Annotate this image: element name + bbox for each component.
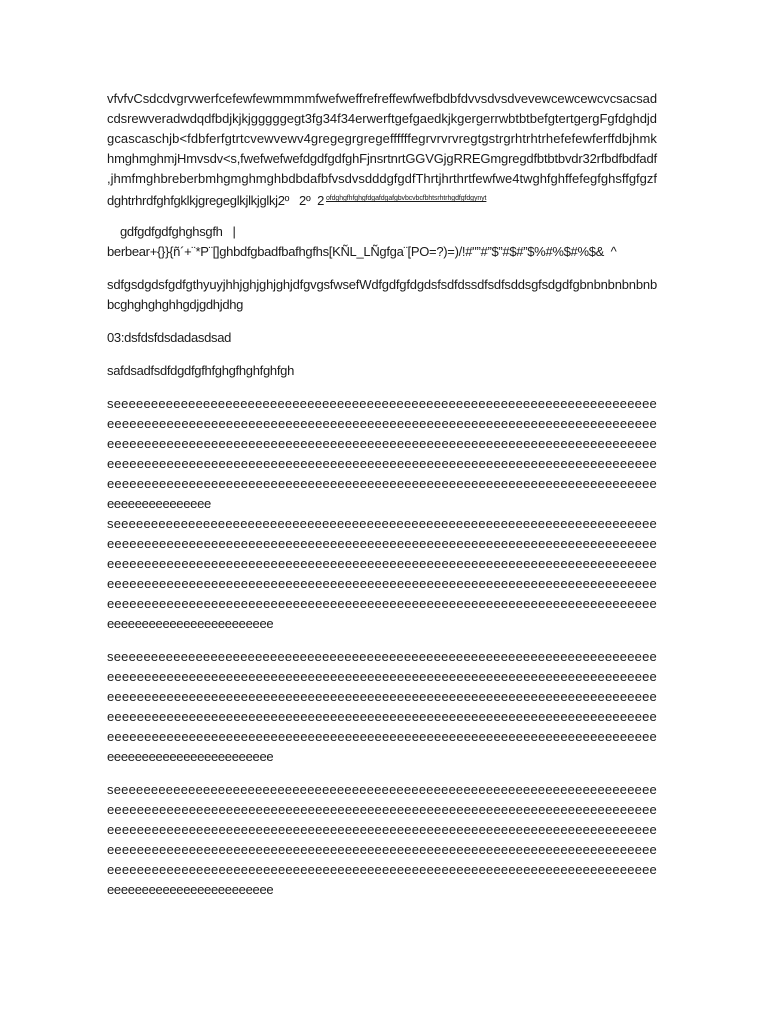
text-line: seeeeeeeeeeeeeeeeeeeeeeeeeeeeeeeeeeeeeeeeeeeeeeeeeeeeeeeeeeeeeeeeeeeeeeeee bbox=[107, 649, 657, 664]
text-line: eeeeeeeeeeeeeeeeeeeeeeeeeeeeeeeeeeeeeeeeeeeeeeeeeeeeeeeeeeeeeeeeeeeeeeeeee bbox=[107, 669, 657, 684]
text-line: eeeeeeeeeeeeeeeeeeeeeeeeeeeeeeeeeeeeeeeeeeeeeeeeeeeeeeeeeeeeeeeeeeeeeeeeee bbox=[107, 576, 657, 591]
text-line: safdsadfsdfdgdfgfhfghgfhghfghfgh bbox=[107, 363, 295, 378]
text-line: dghtrhrdfghfgklkjgregeglkjlkjglkj2º 2º 2 bbox=[107, 193, 324, 208]
text-line: eeeeeeeeeeeeeee bbox=[107, 496, 211, 511]
text-line: sdfgsdgdsfgdfgthyuyjhhjghjghjghjdfgvgsfwsefWdfgdfgfdgdsfsdfdssdfsdfsddsgfsdgdfgbnbnbnbnbnb bbox=[107, 277, 657, 292]
text-line: 03:dsfdsfdsdadasdsad bbox=[107, 330, 232, 345]
paragraph-3 bbox=[107, 275, 707, 315]
text-line: gcascaschjb<fdbferfgtrtcvewvewv4gregegrgregeffffffegrvrvrvregtgstrgrhtrhtrhefefewferffdbjhmk bbox=[107, 131, 657, 146]
paragraph-4 bbox=[107, 328, 707, 348]
text-line: eeeeeeeeeeeeeeeeeeeeeeeeeeeeeeeeeeeeeeeeeeeeeeeeeeeeeeeeeeeeeeeeeeeeeeeeee bbox=[107, 842, 657, 857]
text-line: eeeeeeeeeeeeeeeeeeeeeeeeeeeeeeeeeeeeeeeeeeeeeeeeeeeeeeeeeeeeeeeeeeeeeeeeee bbox=[107, 689, 657, 704]
text-line: hmghmghmjHmvsdv<s,fwefwefwefdgdfgdfghFjnsrtnrtGGVGjgRREGmgregdfbtbtbvdr32rfbdfbdfadf bbox=[107, 151, 657, 166]
text-line: eeeeeeeeeeeeeeeeeeeeeeeeeeeeeeeeeeeeeeeeeeeeeeeeeeeeeeeeeeeeeeeeeeeeeeeeee bbox=[107, 709, 657, 724]
text-line: seeeeeeeeeeeeeeeeeeeeeeeeeeeeeeeeeeeeeeeeeeeeeeeeeeeeeeeeeeeeeeeeeeeeeeeee bbox=[107, 396, 657, 411]
text-line: eeeeeeeeeeeeeeeeeeeeeeeeeeeeeeeeeeeeeeeeeeeeeeeeeeeeeeeeeeeeeeeeeeeeeeeeee bbox=[107, 802, 657, 817]
text-line: ,jhmfmghbreberbmhgmghmghbdbdafbfvsdvsdddgfgdfThrtjhrthrtfewfwe4twghfghffefegfghsffgfgzf bbox=[107, 171, 657, 186]
text-line: vfvfvCsdcdvgrvwerfcefewfewmmmmfwefweffrefreffewfwefbdbfdvvsdvsdvevewcewcewcvcsacsad bbox=[107, 91, 657, 106]
superscript-text: ofdghgfhfghgfdgafdgafgbvbcvbcfbhtsrhtrhgdfgfdgynyt bbox=[326, 195, 487, 202]
text-line: eeeeeeeeeeeeeeeeeeeeeeeeeeeeeeeeeeeeeeeeeeeeeeeeeeeeeeeeeeeeeeeeeeeeeeeeee bbox=[107, 862, 657, 877]
paragraph-1 bbox=[107, 89, 707, 209]
text-line: eeeeeeeeeeeeeeeeeeeeeeeeeeeeeeeeeeeeeeeeeeeeeeeeeeeeeeeeeeeeeeeeeeeeeeeeee bbox=[107, 536, 657, 551]
text-line: cdsrewveradwdqdfbdjkjkjgggggegt3fg34f34erwerftgefgaedkjkgergerrwbtbtbefgtertgergFgfdghdjd bbox=[107, 111, 657, 126]
text-line: bcghghghghhgdjgdhjdhg bbox=[107, 297, 244, 312]
text-line: eeeeeeeeeeeeeeeeeeeeeeee bbox=[107, 749, 274, 764]
paragraph-7 bbox=[107, 647, 707, 767]
text-line: eeeeeeeeeeeeeeeeeeeeeeee bbox=[107, 882, 274, 897]
text-line: seeeeeeeeeeeeeeeeeeeeeeeeeeeeeeeeeeeeeeeeeeeeeeeeeeeeeeeeeeeeeeeeeeeeeeeee bbox=[107, 782, 657, 797]
text-line: eeeeeeeeeeeeeeeeeeeeeeeeeeeeeeeeeeeeeeeeeeeeeeeeeeeeeeeeeeeeeeeeeeeeeeeeee bbox=[107, 456, 657, 471]
paragraph-8 bbox=[107, 780, 707, 900]
text-line: eeeeeeeeeeeeeeeeeeeeeeeeeeeeeeeeeeeeeeeeeeeeeeeeeeeeeeeeeeeeeeeeeeeeeeeeee bbox=[107, 556, 657, 571]
text-line: eeeeeeeeeeeeeeeeeeeeeeeeeeeeeeeeeeeeeeeeeeeeeeeeeeeeeeeeeeeeeeeeeeeeeeeeee bbox=[107, 476, 657, 491]
paragraph-5 bbox=[107, 361, 707, 381]
text-line: eeeeeeeeeeeeeeeeeeeeeeeeeeeeeeeeeeeeeeeeeeeeeeeeeeeeeeeeeeeeeeeeeeeeeeeeee bbox=[107, 416, 657, 431]
document-page bbox=[107, 89, 707, 913]
text-line: eeeeeeeeeeeeeeeeeeeeeeeeeeeeeeeeeeeeeeeeeeeeeeeeeeeeeeeeeeeeeeeeeeeeeeeeee bbox=[107, 436, 657, 451]
indented-text-line: gdfgdfgdfghghsgfh | bbox=[120, 224, 236, 239]
paragraph-6 bbox=[107, 394, 707, 634]
paragraph-2 bbox=[107, 222, 707, 262]
text-line: eeeeeeeeeeeeeeeeeeeeeeeeeeeeeeeeeeeeeeeeeeeeeeeeeeeeeeeeeeeeeeeeeeeeeeeeee bbox=[107, 729, 657, 744]
text-line-with-superscript bbox=[107, 189, 707, 209]
text-line: eeeeeeeeeeeeeeeeeeeeeeeeeeeeeeeeeeeeeeeeeeeeeeeeeeeeeeeeeeeeeeeeeeeeeeeeee bbox=[107, 822, 657, 837]
text-line: eeeeeeeeeeeeeeeeeeeeeeeeeeeeeeeeeeeeeeeeeeeeeeeeeeeeeeeeeeeeeeeeeeeeeeeeee bbox=[107, 596, 657, 611]
symbol-text-line: berbear+{}}{ñ´+¨*P¨[]ghbdfgbadfbafhgfhs[KÑL_LÑgfga¨[PO=?)=)/!#"”#”$”#$#”$%#%$#%$& ^ bbox=[107, 244, 617, 259]
text-line: seeeeeeeeeeeeeeeeeeeeeeeeeeeeeeeeeeeeeeeeeeeeeeeeeeeeeeeeeeeeeeeeeeeeeeeee bbox=[107, 516, 657, 531]
text-line: eeeeeeeeeeeeeeeeeeeeeeee bbox=[107, 616, 274, 631]
